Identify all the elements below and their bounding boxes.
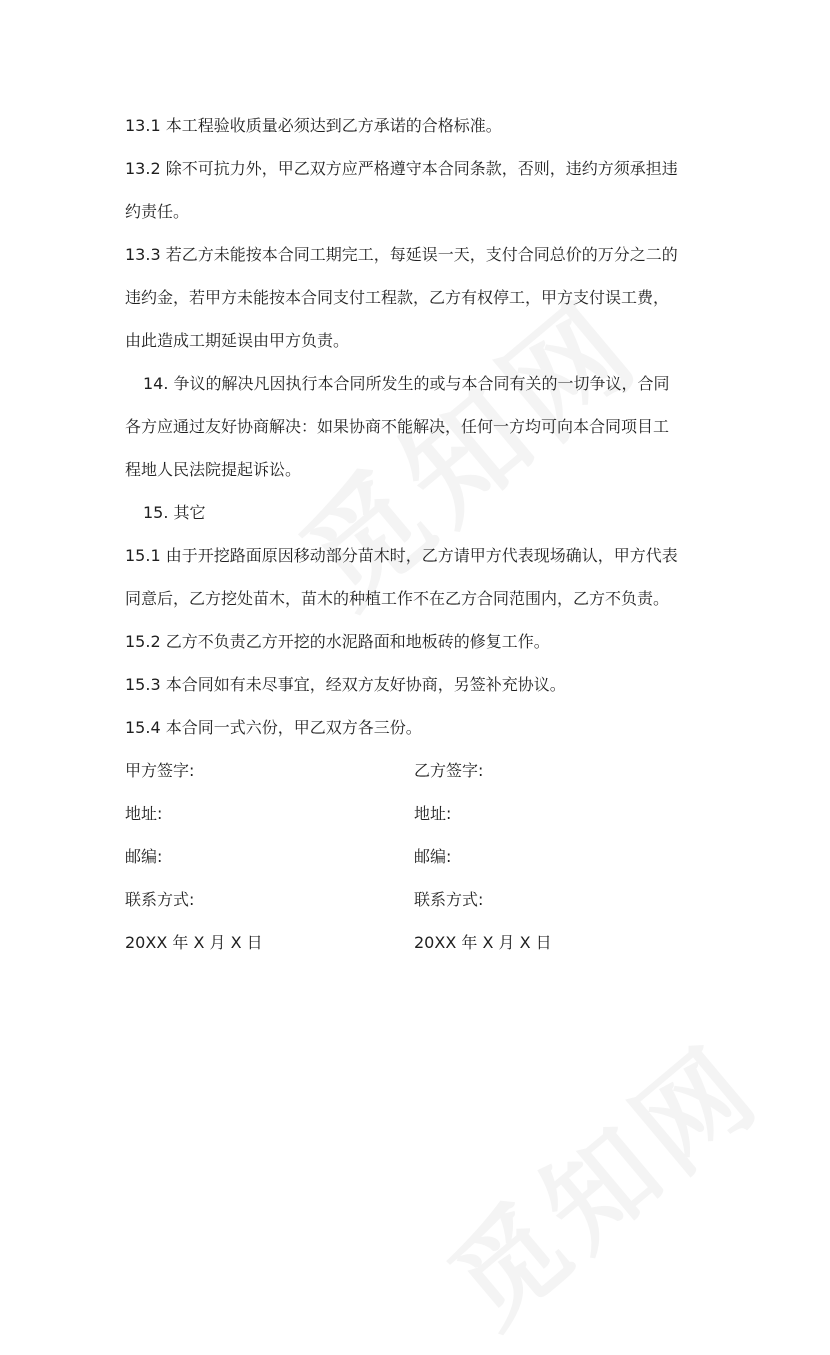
signature-row xyxy=(125,749,710,792)
clause-13-3-line-3: 由此造成工期延误由甲方负责。 xyxy=(125,331,350,350)
clause-15-2: 15.2 乙方不负责乙方开挖的水泥路面和地板砖的修复工作。 xyxy=(125,632,550,651)
clause-15-3: 15.3 本合同如有未尽事宜，经双方友好协商，另签补充协议。 xyxy=(125,675,566,694)
date-row xyxy=(125,921,710,964)
watermark xyxy=(411,1003,788,1355)
clause-15-1-line-2: 同意后，乙方挖处苗木，苗木的种植工作不在乙方合同范围内，乙方不负责。 xyxy=(125,589,670,608)
clause-14-line-2: 各方应通过友好协商解决：如果协商不能解决，任何一方均可向本合同项目工 xyxy=(125,417,670,436)
clause-15-1-line-1: 15.1 由于开挖路面原因移动部分苗木时，乙方请甲方代表现场确认，甲方代表 xyxy=(125,546,678,565)
clause-13-3-line-1: 13.3 若乙方未能按本合同工期完工，每延误一天，支付合同总价的万分之二的 xyxy=(125,245,678,264)
party-a-contact: 联系方式: xyxy=(125,890,195,909)
party-b-contact: 联系方式: xyxy=(414,890,484,909)
party-a-date: 20XX 年 X 月 X 日 xyxy=(125,933,263,952)
contract-document xyxy=(125,104,710,964)
clause-14-line-1: 14. 争议的解决凡因执行本合同所发生的或与本合同有关的一切争议，合同 xyxy=(143,374,670,393)
party-a-address: 地址: xyxy=(125,804,163,823)
party-b-date: 20XX 年 X 月 X 日 xyxy=(414,933,552,952)
clause-15-4: 15.4 本合同一式六份，甲乙双方各三份。 xyxy=(125,718,422,737)
contact-row xyxy=(125,878,710,921)
party-a-postcode: 邮编: xyxy=(125,847,163,866)
party-b-address: 地址: xyxy=(414,804,452,823)
party-b-signature: 乙方签字: xyxy=(414,761,484,780)
party-b-postcode: 邮编: xyxy=(414,847,452,866)
postcode-row xyxy=(125,835,710,878)
clause-13-2-line-2: 约责任。 xyxy=(125,202,190,221)
clause-13-2-line-1: 13.2 除不可抗力外，甲乙双方应严格遵守本合同条款，否则，违约方须承担违 xyxy=(125,159,678,178)
clause-13-3-line-2: 违约金，若甲方未能按本合同支付工程款，乙方有权停工，甲方支付误工费， xyxy=(125,288,670,307)
clause-13-1: 13.1 本工程验收质量必须达到乙方承诺的合格标准。 xyxy=(125,116,502,135)
party-a-signature: 甲方签字: xyxy=(125,761,195,780)
address-row xyxy=(125,792,710,835)
section-15-title: 15. 其它 xyxy=(143,503,206,522)
clause-14-line-3: 程地人民法院提起诉讼。 xyxy=(125,460,302,479)
signature-block xyxy=(125,749,710,964)
